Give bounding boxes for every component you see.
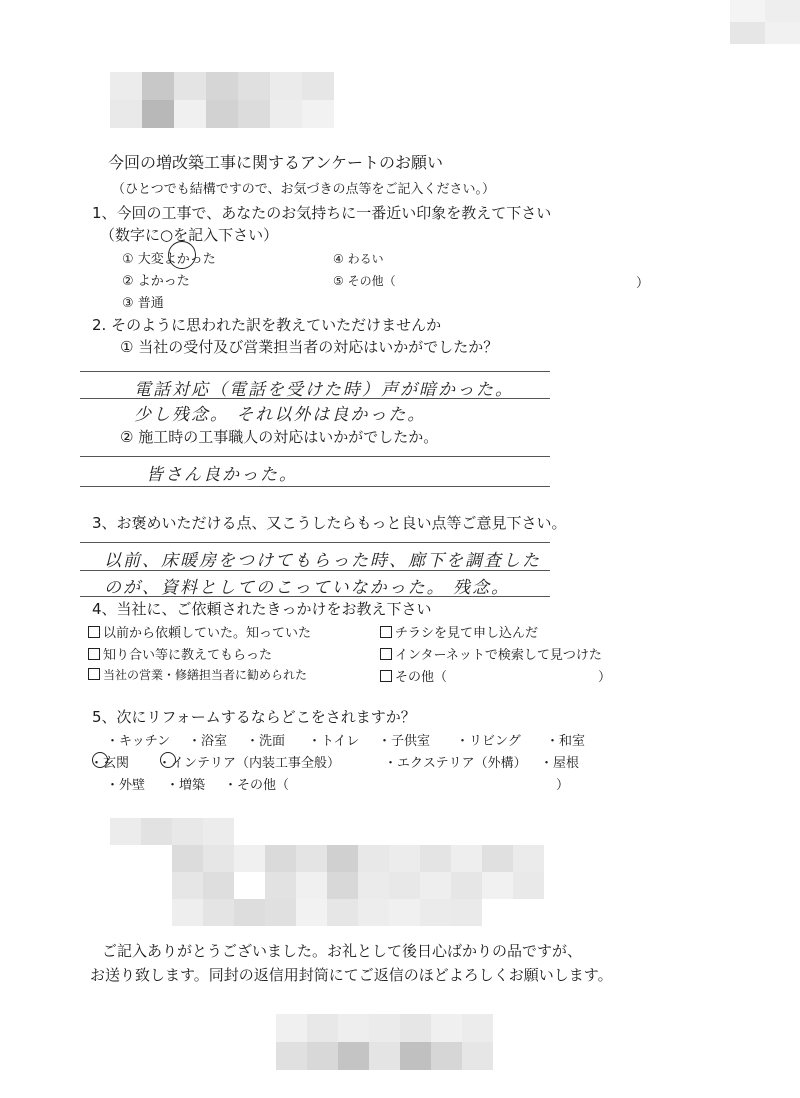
q5-opt-bath: ・浴室	[188, 734, 228, 749]
q4-option-1: 以前から依頼していた。知っていた	[88, 622, 311, 641]
redacted-corner-mosaic	[730, 0, 800, 44]
q2-answer1-line2: 少し残念。 それ以外は良かった。	[134, 405, 427, 425]
q5-opt-interior: ・インテリア（内装工事全般）	[158, 756, 341, 771]
q4-close-paren: ）	[598, 670, 612, 685]
q4-question: 4、当社に、ご依頼されたきっかけをお教え下さい	[92, 600, 432, 618]
redacted-bottom-mosaic	[276, 1014, 493, 1070]
q1-option-2: ② よかった	[122, 274, 190, 289]
footer-line-2: お送り致します。同封の返信用封筒にてご返信のほどよろしくお願いします。	[90, 966, 613, 984]
q1-option-5: ⑤ その他（	[333, 274, 396, 288]
q5-opt-kitchen: ・キッチン	[106, 734, 171, 749]
q5-opt-outer-wall: ・外壁	[106, 778, 146, 793]
redacted-middle-mosaic	[110, 818, 544, 926]
page-title: 今回の増改築工事に関するアンケートのお願い	[108, 153, 444, 172]
handwritten-circle-mark	[168, 241, 196, 269]
q4-option-3: 知り合い等に教えてもらった	[88, 644, 272, 663]
q1-option-3: ③ 普通	[122, 296, 164, 311]
q5-opt-extension: ・増築	[166, 778, 206, 793]
q3-question: 3、お褒めいただける点、又こうしたらもっと良い点等ご意見下さい。	[92, 514, 567, 532]
q3-answer: 以前、床暖房をつけてもらった時、廊下を調査したのが、資料としてのこっていなかった。 残念。	[104, 551, 541, 598]
q2-question: 2. そのように思われた訳を教えていただけませんか	[92, 316, 442, 334]
q5-opt-other: ・その他（	[224, 778, 290, 793]
q2-answer1-line1: 電話対応（電話を受けた時）声が暗かった。	[134, 380, 514, 400]
q2-answer2: 皆さん良かった。	[146, 465, 298, 485]
handwritten-circle-mark-entrance	[92, 752, 108, 768]
q5-close-paren: ）	[556, 778, 570, 793]
q4-option-5: 当社の営業・修繕担当者に勧められた	[88, 666, 307, 683]
q5-opt-entrance: ・玄関	[90, 756, 130, 771]
q5-opt-toilet: ・トイレ	[308, 734, 360, 749]
q5-opt-washroom: ・洗面	[246, 734, 286, 749]
q1-close-paren: ）	[636, 276, 650, 291]
q1-option-1: ① 大変よかった	[122, 252, 216, 267]
handwritten-circle-mark-interior	[160, 752, 176, 768]
q1-option-4: ④ わるい	[333, 252, 384, 266]
q5-opt-japanese-room: ・和室	[546, 734, 586, 749]
q4-option-6: その他（	[380, 666, 447, 685]
q5-opt-living: ・リビング	[456, 734, 521, 749]
footer-line-1: ご記入ありがとうございました。お礼として後日心ばかりの品ですが、	[102, 942, 583, 960]
q5-opt-kids-room: ・子供室	[378, 734, 431, 749]
q4-option-4: インターネットで検索して見つけた	[380, 644, 602, 663]
q5-question: 5、次にリフォームするならどこをされますか？	[92, 708, 416, 726]
q2-sub2: ② 施工時の工事職人の対応はいかがでしたか。	[120, 428, 439, 446]
q5-opt-exterior: ・エクステリア（外構）	[384, 756, 527, 771]
subtitle: （ひとつでも結構ですので、お気づきの点等をご記入ください。）	[112, 182, 495, 197]
q1-instruction: （数字に○を記入下さい）	[100, 226, 279, 244]
q4-option-2: チラシを見て申し込んだ	[380, 622, 538, 641]
redacted-header-mosaic	[110, 72, 334, 128]
q5-opt-roof: ・屋根	[540, 756, 580, 771]
q1-question: 1、今回の工事で、あなたのお気持ちに一番近い印象を教えて下さい	[92, 204, 552, 222]
q2-sub1: ① 当社の受付及び営業担当者の対応はいかがでしたか？	[120, 338, 499, 356]
